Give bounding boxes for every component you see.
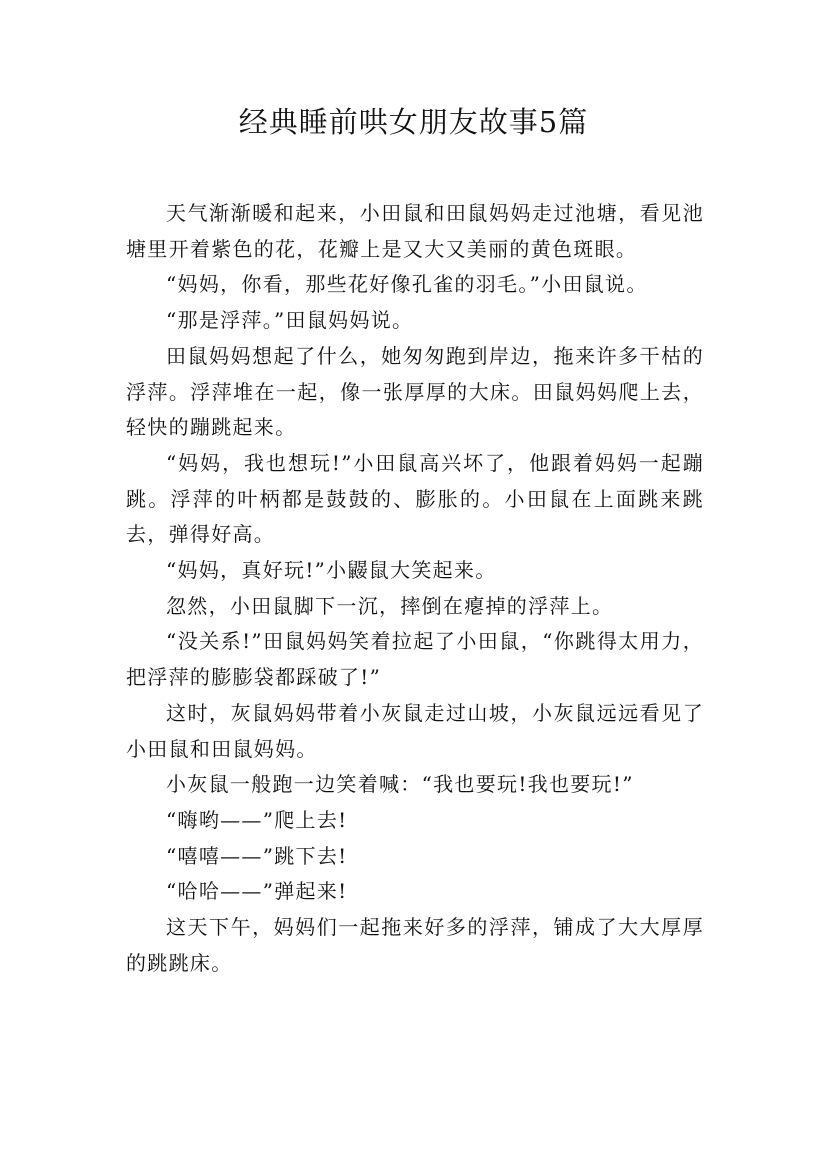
- paragraph: 忽然，小田鼠脚下一沉，摔倒在瘪掉的浮萍上。: [166, 593, 614, 618]
- paragraph: “嗨哟——”爬上去!: [166, 807, 348, 832]
- document-title: 经典睡前哄女朋友故事5篇: [238, 105, 589, 139]
- paragraph: “妈妈，我也想玩!”小田鼠高兴坏了，他跟着妈妈一起蹦跳。浮萍的叶柄都是鼓鼓的、膨胀的。小田鼠在上面跳来跳去，弹得好高。: [126, 450, 704, 547]
- document-body: [126, 196, 704, 981]
- paragraph: “哈哈——”弹起来!: [166, 879, 348, 904]
- paragraph: “那是浮萍。”田鼠妈妈说。: [166, 308, 414, 333]
- paragraph: 这时，灰鼠妈妈带着小灰鼠走过山坡，小灰鼠远远看见了小田鼠和田鼠妈妈。: [126, 700, 704, 761]
- paragraph: 田鼠妈妈想起了什么，她匆匆跑到岸边，拖来许多干枯的浮萍。浮萍堆在一起，像一张厚厚的大床。田鼠妈妈爬上去，轻快的蹦跳起来。: [126, 343, 704, 440]
- paragraph: 天气渐渐暖和起来，小田鼠和田鼠妈妈走过池塘，看见池塘里开着紫色的花，花瓣上是又大又美丽的黄色斑眼。: [126, 201, 704, 261]
- paragraph: “嘻嘻——”跳下去!: [166, 843, 348, 868]
- paragraph: 小灰鼠一般跑一边笑着喊：“我也要玩!我也要玩!”: [166, 772, 634, 797]
- paragraph: 这天下午，妈妈们一起拖来好多的浮萍，铺成了大大厚厚的跳跳床。: [126, 915, 704, 975]
- paragraph: “妈妈，你看，那些花好像孔雀的羽毛。”小田鼠说。: [166, 272, 648, 297]
- paragraph: “妈妈，真好玩!”小鼹鼠大笑起来。: [166, 558, 497, 583]
- paragraph: “没关系!”田鼠妈妈笑着拉起了小田鼠，“你跳得太用力，把浮萍的膨膨袋都踩破了!”: [126, 629, 704, 690]
